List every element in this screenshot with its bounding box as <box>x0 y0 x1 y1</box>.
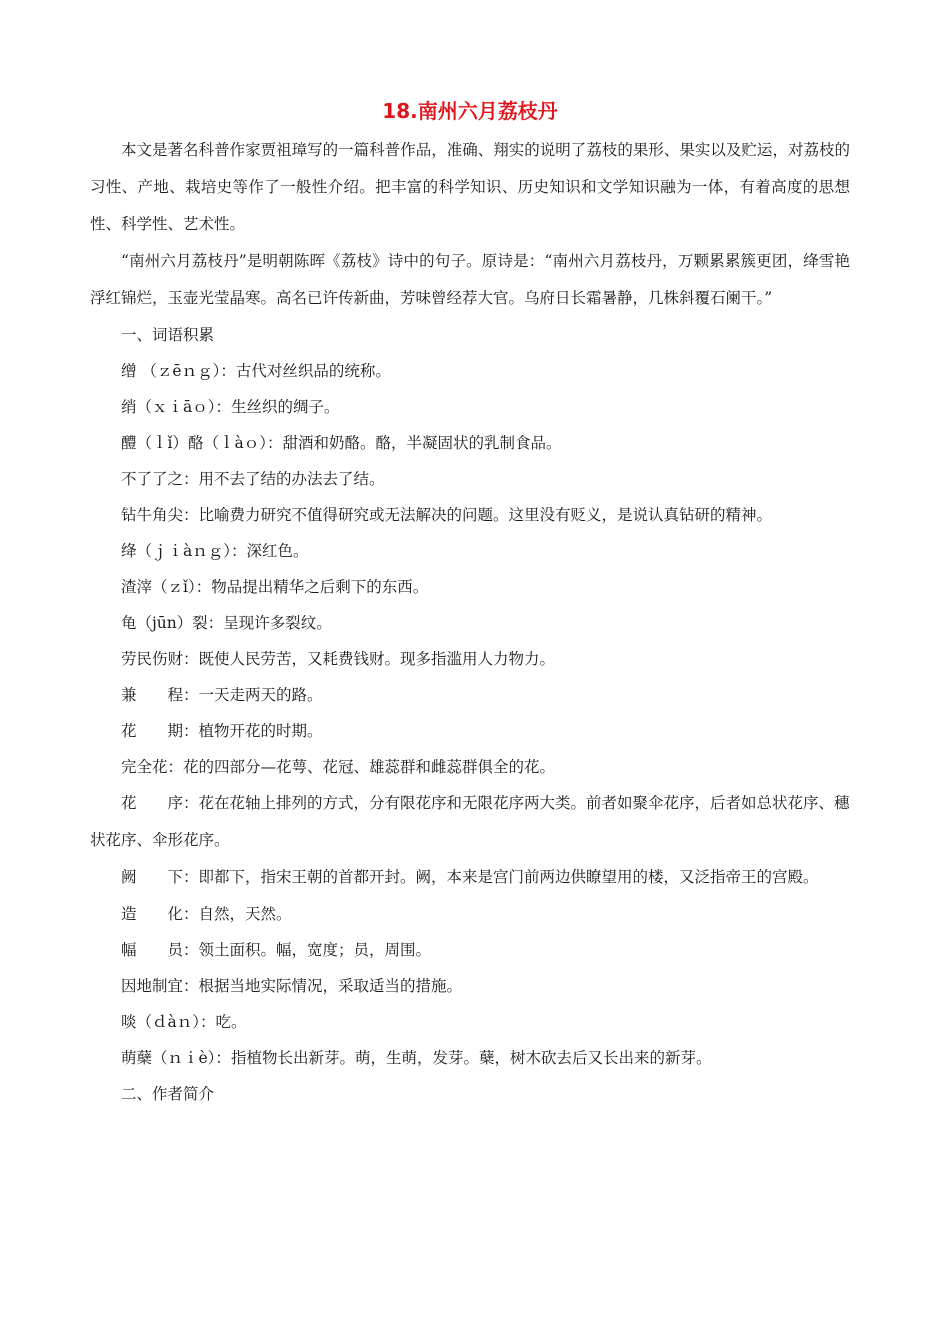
vocab-definition: 领土面积。幅，宽度；员，周围。 <box>198 941 432 959</box>
vocab-item <box>90 389 850 425</box>
vocab-item <box>90 713 850 749</box>
vocab-term: 花 序： <box>121 794 199 812</box>
vocab-term: 阙 下： <box>121 868 199 886</box>
vocab-item <box>90 1004 850 1040</box>
document-title: 18.南州六月荔枝丹 <box>382 99 558 123</box>
vocab-definition: 用不去了结的办法去了结。 <box>198 470 385 488</box>
vocab-definition: 自然，天然。 <box>198 905 292 923</box>
vocab-item <box>90 533 850 569</box>
vocab-item <box>90 641 850 677</box>
vocab-term: 绛（ｊｉàｎｇ）： <box>121 542 247 560</box>
vocab-item <box>90 353 850 389</box>
vocab-term: 缯 （ｚēｎｇ）： <box>121 362 236 380</box>
intro-paragraph-1: 本文是著名科普作家贾祖璋写的一篇科普作品，准确、翔实的说明了荔枝的果形、果实以及贮运，对荔枝的习性、产地、栽培史等作了一般性介绍。把丰富的科学知识、历史知识和文学知识融为一体，有着高度的思想性、科学性、艺术性。 <box>90 141 850 233</box>
vocab-term: 劳民伤财： <box>121 650 199 668</box>
vocab-term: 花 期： <box>121 722 199 740</box>
vocab-term: 绡（ｘｉāｏ）： <box>121 398 231 416</box>
vocab-item <box>90 677 850 713</box>
vocab-item <box>90 749 850 785</box>
section-heading-author: 二、作者简介 <box>121 1085 215 1103</box>
vocab-item <box>90 859 850 896</box>
vocab-item <box>90 425 850 461</box>
vocab-term: 渣滓（ｚǐ）： <box>121 578 212 596</box>
vocab-definition: 甜酒和奶酪。酪，半凝固状的乳制食品。 <box>282 434 562 452</box>
vocab-definition: 花在花轴上排列的方式，分有限花序和无限花序两大类。前者如聚伞花序，后者如总状花序、穗状花序、伞形花序。 <box>90 794 850 849</box>
vocab-definition: 指植物长出新芽。萌，生萌，发芽。蘖，树木砍去后又长出来的新芽。 <box>230 1049 712 1067</box>
vocab-term: 不了了之： <box>121 470 199 488</box>
vocab-definition: 即都下，指宋王朝的首都开封。阙，本来是宫门前两边供瞭望用的楼，又泛指帝王的宫殿。 <box>198 868 819 886</box>
vocab-item <box>90 785 850 859</box>
vocab-definition: 花的四部分—花萼、花冠、雄蕊群和雌蕊群俱全的花。 <box>183 758 556 776</box>
section-heading-vocabulary: 一、词语积累 <box>121 326 215 344</box>
vocab-term: 幅 员： <box>121 941 199 959</box>
vocab-item <box>90 461 850 497</box>
vocab-definition: 生丝织的绸子。 <box>231 398 340 416</box>
document-page <box>90 96 850 1112</box>
vocab-term: 萌蘖（ｎｉè）： <box>121 1049 231 1067</box>
vocab-item <box>90 605 850 641</box>
vocab-definition: 根据当地实际情况，采取适当的措施。 <box>198 977 463 995</box>
vocab-definition: 比喻费力研究不值得研究或无法解决的问题。这里没有贬义，是说认真钻研的精神。 <box>198 506 773 524</box>
vocab-definition: 一天走两天的路。 <box>198 686 323 704</box>
vocab-term: 龟（jūn）裂： <box>121 614 224 632</box>
vocab-item <box>90 896 850 932</box>
vocab-term: 钻牛角尖： <box>121 506 199 524</box>
vocab-definition: 植物开花的时期。 <box>198 722 323 740</box>
vocab-definition: 深红色。 <box>246 542 309 560</box>
vocab-definition: 吃。 <box>215 1013 247 1031</box>
vocab-term: 完全花： <box>121 758 184 776</box>
vocabulary-list <box>90 353 850 1076</box>
vocab-item <box>90 932 850 968</box>
vocab-item <box>90 1040 850 1076</box>
vocab-definition: 古代对丝织品的统称。 <box>235 362 391 380</box>
vocab-term: 因地制宜： <box>121 977 199 995</box>
vocab-term: 啖（ｄàｎ）： <box>121 1013 216 1031</box>
vocab-term: 醴（ｌǐ）酪（ｌàｏ）： <box>121 434 283 452</box>
vocab-item <box>90 497 850 533</box>
intro-paragraph-2: “南州六月荔枝丹”是明朝陈晖《荔枝》诗中的句子。原诗是：“南州六月荔枝丹，万颗累累簇更团，绛雪艳浮红锦烂，玉壶光莹晶寒。高名已许传新曲，芳味曾经荐大官。乌府日长霜暑静，几株斜覆石阑干。” <box>90 252 850 307</box>
vocab-definition: 呈现许多裂纹。 <box>223 614 332 632</box>
vocab-definition: 物品提出精华之后剩下的东西。 <box>211 578 429 596</box>
vocab-item <box>90 968 850 1004</box>
vocab-definition: 既使人民劳苦，又耗费钱财。现多指滥用人力物力。 <box>198 650 556 668</box>
vocab-item <box>90 569 850 605</box>
vocab-term: 造 化： <box>121 905 199 923</box>
vocab-term: 兼 程： <box>121 686 199 704</box>
